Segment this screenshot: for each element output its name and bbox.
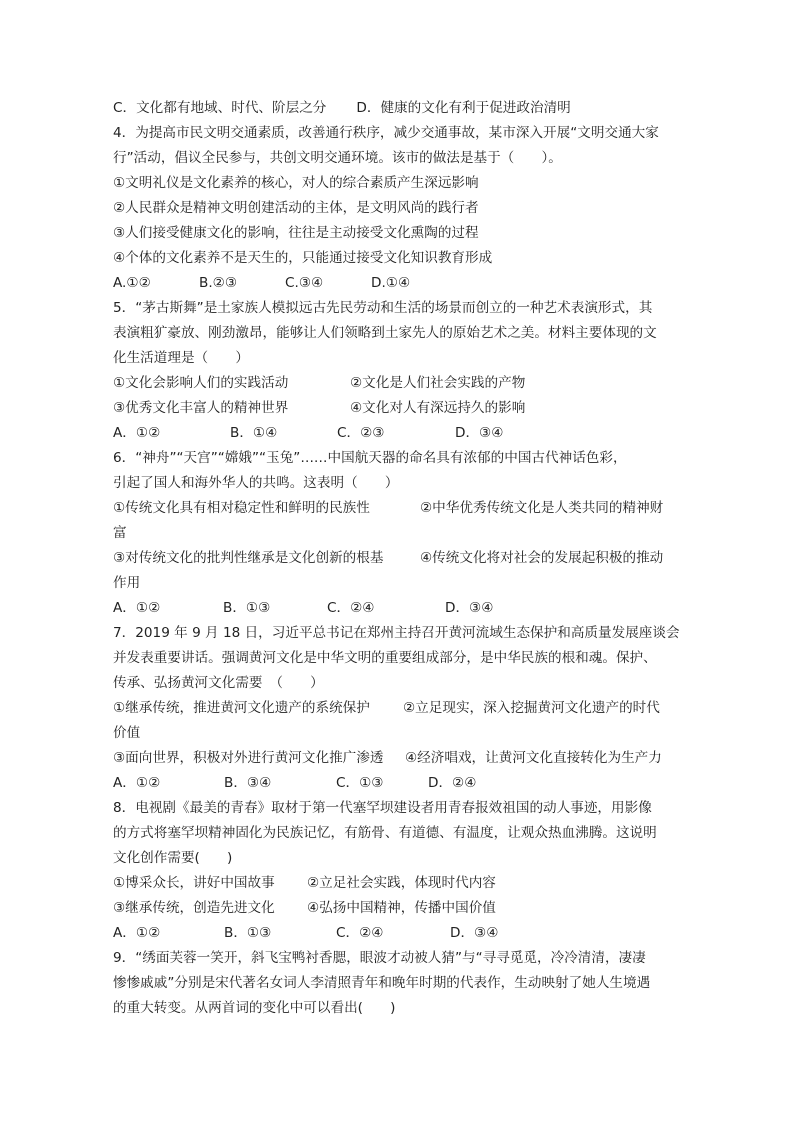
- answer-option-a[interactable]: A．①②: [113, 600, 161, 616]
- answer-option-b[interactable]: B．①③: [223, 600, 271, 616]
- question-8-stem: 8．电视剧《最美的青春》取材于第一代塞罕坝建设者用青春报效祖国的动人事迹，用影像: [113, 800, 652, 816]
- option-text: C．文化都有地域、时代、阶层之分: [113, 100, 327, 116]
- statement-item: ②立足社会实践，体现时代内容: [307, 875, 496, 891]
- statement-row: [113, 496, 704, 521]
- statement-row: [113, 746, 704, 771]
- answer-option-b[interactable]: B．①④: [230, 425, 278, 441]
- answer-option-c[interactable]: C．②③: [337, 425, 385, 441]
- statement-item: ③优秀文化丰富人的精神世界: [113, 400, 289, 416]
- question-5-stem: 5．“茅古斯舞”是土家族人模拟远古先民劳动和生活的场景而创立的一种艺术表演形式，其: [113, 300, 653, 316]
- answer-option-d[interactable]: D．③④: [455, 425, 504, 441]
- statement-item: ②中华优秀传统文化是人类共同的精神财: [420, 500, 664, 516]
- statement-item: ④弘扬中国精神，传播中国价值: [307, 900, 496, 916]
- statement-item: ②立足现实，深入挖掘黄河文化遗产的时代: [403, 700, 660, 716]
- statement-item: ②文化是人们社会实践的产物: [350, 375, 526, 391]
- question-7-stem-cont: 并发表重要讲话。强调黄河文化是中华文明的重要组成部分，是中华民族的根和魂。保护、: [113, 650, 657, 666]
- answer-option-c[interactable]: C.③④: [285, 275, 324, 291]
- answer-option-d[interactable]: D．③④: [450, 925, 499, 941]
- option-row-q3-cd: [113, 96, 704, 121]
- answer-option-a[interactable]: A．①②: [113, 425, 161, 441]
- statement-item: ②人民群众是精神文明创建活动的主体，是文明风尚的践行者: [113, 200, 479, 216]
- statement-cont: 价值: [113, 725, 141, 741]
- statement-item: ④经济唱戏，让黄河文化直接转化为生产力: [405, 750, 662, 766]
- statement-row: [113, 896, 704, 921]
- answer-options-q8: [113, 921, 704, 946]
- statement-cont: 作用: [113, 575, 141, 591]
- statement-row: [113, 871, 704, 896]
- answer-option-d[interactable]: D．②④: [428, 775, 477, 791]
- option-text: D．健康的文化有利于促进政治清明: [356, 100, 571, 116]
- statement-row: [113, 396, 704, 421]
- question-4-stem: 4．为提高市民文明交通素质，改善通行秩序，减少交通事故，某市深入开展“文明交通大家: [113, 125, 659, 141]
- answer-option-a[interactable]: A．①②: [113, 925, 161, 941]
- question-5-stem-cont: 化生活道理是（ ）: [113, 350, 249, 366]
- statement-item: ①继承传统，推进黄河文化遗产的系统保护: [113, 700, 370, 716]
- question-9-stem-cont: 惨惨戚戚”分别是宋代著名女词人李清照青年和晚年时期的代表作，生动映射了她人生境遇: [113, 975, 651, 991]
- answer-options-q7: [113, 771, 704, 796]
- answer-option-c[interactable]: C．②④: [336, 925, 384, 941]
- answer-option-a[interactable]: A．①②: [113, 775, 161, 791]
- statement-row: [113, 371, 704, 396]
- answer-option-c[interactable]: C．①③: [336, 775, 384, 791]
- statement-item: ③人们接受健康文化的影响，往往是主动接受文化熏陶的过程: [113, 225, 479, 241]
- statement-item: ③面向世界，积极对外进行黄河文化推广渗透: [113, 750, 384, 766]
- statement-cont: 富: [113, 525, 127, 541]
- statement-item: ③继承传统，创造先进文化: [113, 900, 275, 916]
- question-7-stem: 7．2019 年 9 月 18 日，习近平总书记在郑州主持召开黄河流域生态保护和高质量发展座谈会: [113, 625, 680, 641]
- answer-options-q5: [113, 421, 704, 446]
- question-8-stem-cont: 的方式将塞罕坝精神固化为民族记忆，有筋骨、有道德、有温度，让观众热血沸腾。这说明: [113, 825, 657, 841]
- statement-row: [113, 546, 704, 571]
- answer-option-b[interactable]: B.②③: [199, 275, 238, 291]
- answer-option-d[interactable]: D．③④: [445, 600, 494, 616]
- statement-item: ④文化对人有深远持久的影响: [350, 400, 526, 416]
- question-5-stem-cont: 表演粗犷豪放、刚劲激昂，能够让人们领略到土家先人的原始艺术之美。材料主要体现的文: [113, 325, 657, 341]
- answer-option-b[interactable]: B．①③: [224, 925, 272, 941]
- question-9-stem-cont: 的重大转变。从两首词的变化中可以看出( ): [113, 1000, 396, 1016]
- answer-option-c[interactable]: C．②④: [327, 600, 375, 616]
- answer-option-d[interactable]: D.①④: [371, 275, 411, 291]
- answer-option-b[interactable]: B．③④: [224, 775, 272, 791]
- statement-item: ④传统文化将对社会的发展起积极的推动: [420, 550, 664, 566]
- question-6-stem: 6．“神舟”“天宫”“嫦娥”“玉兔”……中国航天器的命名具有浓郁的中国古代神话色彩，: [113, 450, 627, 466]
- answer-options-q6: [113, 596, 704, 621]
- statement-item: ③对传统文化的批判性继承是文化创新的根基: [113, 550, 384, 566]
- statement-row: [113, 696, 704, 721]
- statement-item: ④个体的文化素养不是天生的，只能通过接受文化知识教育形成: [113, 250, 493, 266]
- question-6-stem-cont: 引起了国人和海外华人的共鸣。这表明（ ）: [113, 475, 399, 491]
- question-4-stem-cont: 行”活动，倡议全民参与，共创文明交通环境。该市的做法是基于（ ）。: [113, 150, 562, 166]
- statement-item: ①博采众长，讲好中国故事: [113, 875, 275, 891]
- statement-item: ①文化会影响人们的实践活动: [113, 375, 289, 391]
- question-7-stem-cont: 传承、弘扬黄河文化需要 （ ）: [113, 675, 324, 691]
- statement-item: ①文明礼仪是文化素养的核心，对人的综合素质产生深远影响: [113, 175, 479, 191]
- statement-item: ①传统文化具有相对稳定性和鲜明的民族性: [113, 500, 370, 516]
- answer-options-q4: [113, 271, 704, 296]
- question-9-stem: 9．“绣面芙蓉一笑开，斜飞宝鸭衬香腮，眼波才动被人猜”与“寻寻觅觅，冷冷清清，凄凄: [113, 950, 646, 966]
- answer-option-a[interactable]: A.①②: [113, 275, 151, 291]
- question-8-stem-cont: 文化创作需要( ): [113, 850, 233, 866]
